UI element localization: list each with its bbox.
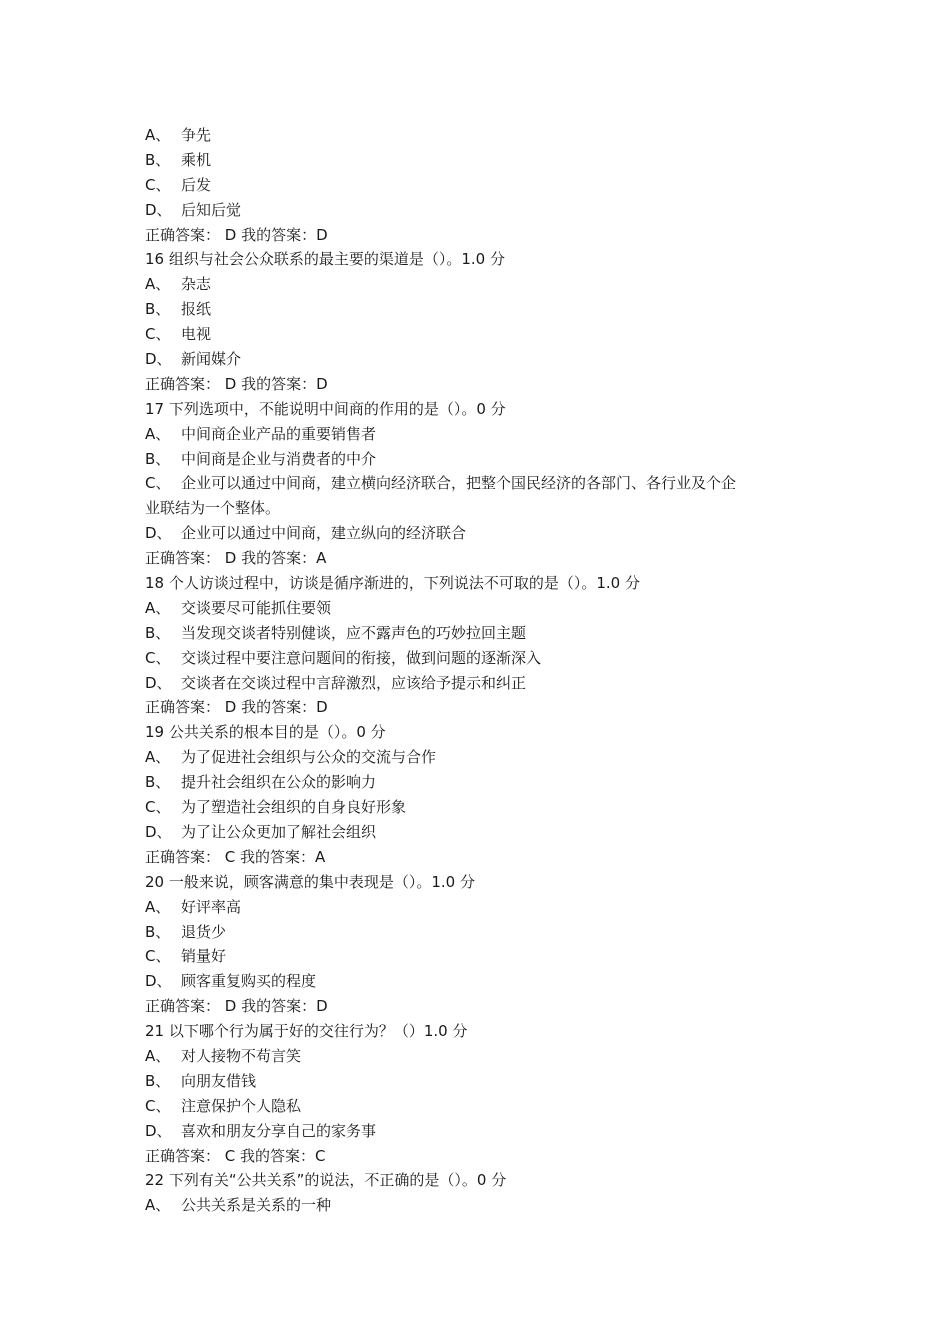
- option-letter: A、: [145, 126, 171, 144]
- answer-key: 正确答案： D 我的答案：D: [145, 698, 328, 717]
- option-text: 当发现交谈者特别健谈，应不露声色的巧妙拉回主题: [181, 623, 527, 642]
- option-letter: D、: [145, 972, 172, 991]
- answer-option: [145, 646, 825, 671]
- option-letter: A、: [145, 1046, 171, 1065]
- option-letter: C、: [145, 325, 171, 344]
- option-continuation: 业联结为一个整体。: [145, 499, 281, 518]
- option-letter: C、: [145, 175, 171, 194]
- option-letter: B、: [145, 922, 171, 941]
- answer-option: [145, 596, 825, 621]
- option-text: 中间商企业产品的重要销售者: [181, 424, 377, 443]
- option-letter: A、: [145, 897, 171, 916]
- answer-option: [145, 820, 825, 845]
- answer-option: [145, 447, 825, 472]
- answer-option: [145, 795, 825, 820]
- option-letter: C、: [145, 1096, 171, 1115]
- answer-key: 正确答案： D 我的答案：D: [145, 374, 328, 393]
- option-text: 后知后觉: [181, 200, 242, 219]
- option-text: 提升社会组织在公众的影响力: [181, 773, 377, 792]
- option-letter: A、: [145, 275, 171, 294]
- option-letter: A、: [145, 424, 171, 443]
- question-text: 20 一般来说，顾客满意的集中表现是（）。1.0 分: [145, 872, 475, 891]
- option-letter: B、: [145, 623, 171, 642]
- question-text: 22 下列有关“公共关系”的说法，不正确的是（）。0 分: [145, 1171, 507, 1190]
- option-letter: D、: [145, 200, 172, 219]
- answer-option: [145, 173, 825, 198]
- option-text: 注意保护个人隐私: [181, 1096, 302, 1115]
- option-letter: B、: [145, 1071, 171, 1090]
- option-text: 销量好: [181, 947, 227, 966]
- question-text: 19 公共关系的根本目的是（）。0 分: [145, 723, 386, 742]
- question-text: 18 个人访谈过程中，访谈是循序渐进的，下列说法不可取的是（）。1.0 分: [145, 574, 640, 593]
- document-body: [145, 123, 825, 1218]
- option-text: 向朋友借钱: [181, 1071, 257, 1090]
- option-letter: B、: [145, 300, 171, 319]
- option-text: 为了让公众更加了解社会组织: [181, 822, 377, 841]
- answer-key: 正确答案： C 我的答案：A: [145, 847, 326, 866]
- option-text: 报纸: [181, 300, 212, 319]
- option-letter: D、: [145, 524, 172, 543]
- answer-option: [145, 347, 825, 372]
- answer-option: [145, 272, 825, 297]
- answer-option: [145, 198, 825, 223]
- option-letter: D、: [145, 822, 172, 841]
- option-letter: D、: [145, 1121, 172, 1140]
- option-text: 公共关系是关系的一种: [181, 1196, 332, 1215]
- option-text: 对人接物不苟言笑: [181, 1046, 302, 1065]
- option-text: 争先: [181, 126, 212, 144]
- answer-option: [145, 422, 825, 447]
- answer-option: [145, 745, 825, 770]
- option-text: 交谈者在交谈过程中言辞激烈，应该给予提示和纠正: [181, 673, 527, 692]
- option-letter: C、: [145, 474, 171, 493]
- answer-option: [145, 671, 825, 696]
- option-text: 好评率高: [181, 897, 242, 916]
- answer-option: [145, 944, 825, 969]
- answer-option: [145, 123, 825, 148]
- answer-option: [145, 770, 825, 795]
- option-text: 电视: [181, 325, 212, 344]
- option-letter: C、: [145, 947, 171, 966]
- answer-key: 正确答案： D 我的答案：D: [145, 997, 328, 1016]
- answer-key: 正确答案： D 我的答案：D: [145, 225, 328, 244]
- option-letter: A、: [145, 598, 171, 617]
- option-letter: B、: [145, 773, 171, 792]
- answer-option: [145, 621, 825, 646]
- option-letter: B、: [145, 449, 171, 468]
- answer-option: [145, 148, 825, 173]
- option-text: 交谈要尽可能抓住要领: [181, 598, 332, 617]
- option-text: 杂志: [181, 275, 212, 294]
- question-text: 17 下列选项中，不能说明中间商的作用的是（）。0 分: [145, 399, 506, 418]
- option-text: 顾客重复购买的程度: [181, 972, 317, 991]
- answer-option: [145, 969, 825, 994]
- answer-option: [145, 920, 825, 945]
- answer-key: 正确答案： C 我的答案：C: [145, 1146, 326, 1165]
- option-letter: D、: [145, 673, 172, 692]
- option-letter: A、: [145, 1196, 171, 1215]
- option-letter: D、: [145, 350, 172, 369]
- answer-option: [145, 322, 825, 347]
- option-text: 新闻媒介: [181, 350, 242, 369]
- option-letter: C、: [145, 798, 171, 817]
- option-text: 喜欢和朋友分享自己的家务事: [181, 1121, 377, 1140]
- option-text: 交谈过程中要注意问题间的衔接，做到问题的逐渐深入: [181, 648, 542, 667]
- answer-option: [145, 1094, 825, 1119]
- answer-option: [145, 895, 825, 920]
- answer-option: [145, 521, 825, 546]
- question-text: 21 以下哪个行为属于好的交往行为？（）1.0 分: [145, 1022, 468, 1041]
- answer-key: 正确答案： D 我的答案：A: [145, 549, 327, 568]
- option-text: 企业可以通过中间商，建立纵向的经济联合: [181, 524, 467, 543]
- answer-option: [145, 1119, 825, 1144]
- option-text: 企业可以通过中间商，建立横向经济联合，把整个国民经济的各部门、各行业及个企: [181, 474, 737, 493]
- option-text: 为了塑造社会组织的自身良好形象: [181, 798, 407, 817]
- answer-option: [145, 1044, 825, 1069]
- option-letter: C、: [145, 648, 171, 667]
- answer-option: [145, 1069, 825, 1094]
- option-letter: B、: [145, 150, 171, 169]
- answer-option: [145, 297, 825, 322]
- option-text: 退货少: [181, 922, 227, 941]
- answer-option: [145, 471, 825, 496]
- option-text: 乘机: [181, 150, 212, 169]
- option-text: 后发: [181, 175, 212, 194]
- option-text: 中间商是企业与消费者的中介: [181, 449, 377, 468]
- answer-option: [145, 1193, 825, 1218]
- question-text: 16 组织与社会公众联系的最主要的渠道是（）。1.0 分: [145, 250, 505, 269]
- option-text: 为了促进社会组织与公众的交流与合作: [181, 748, 437, 767]
- option-letter: A、: [145, 748, 171, 767]
